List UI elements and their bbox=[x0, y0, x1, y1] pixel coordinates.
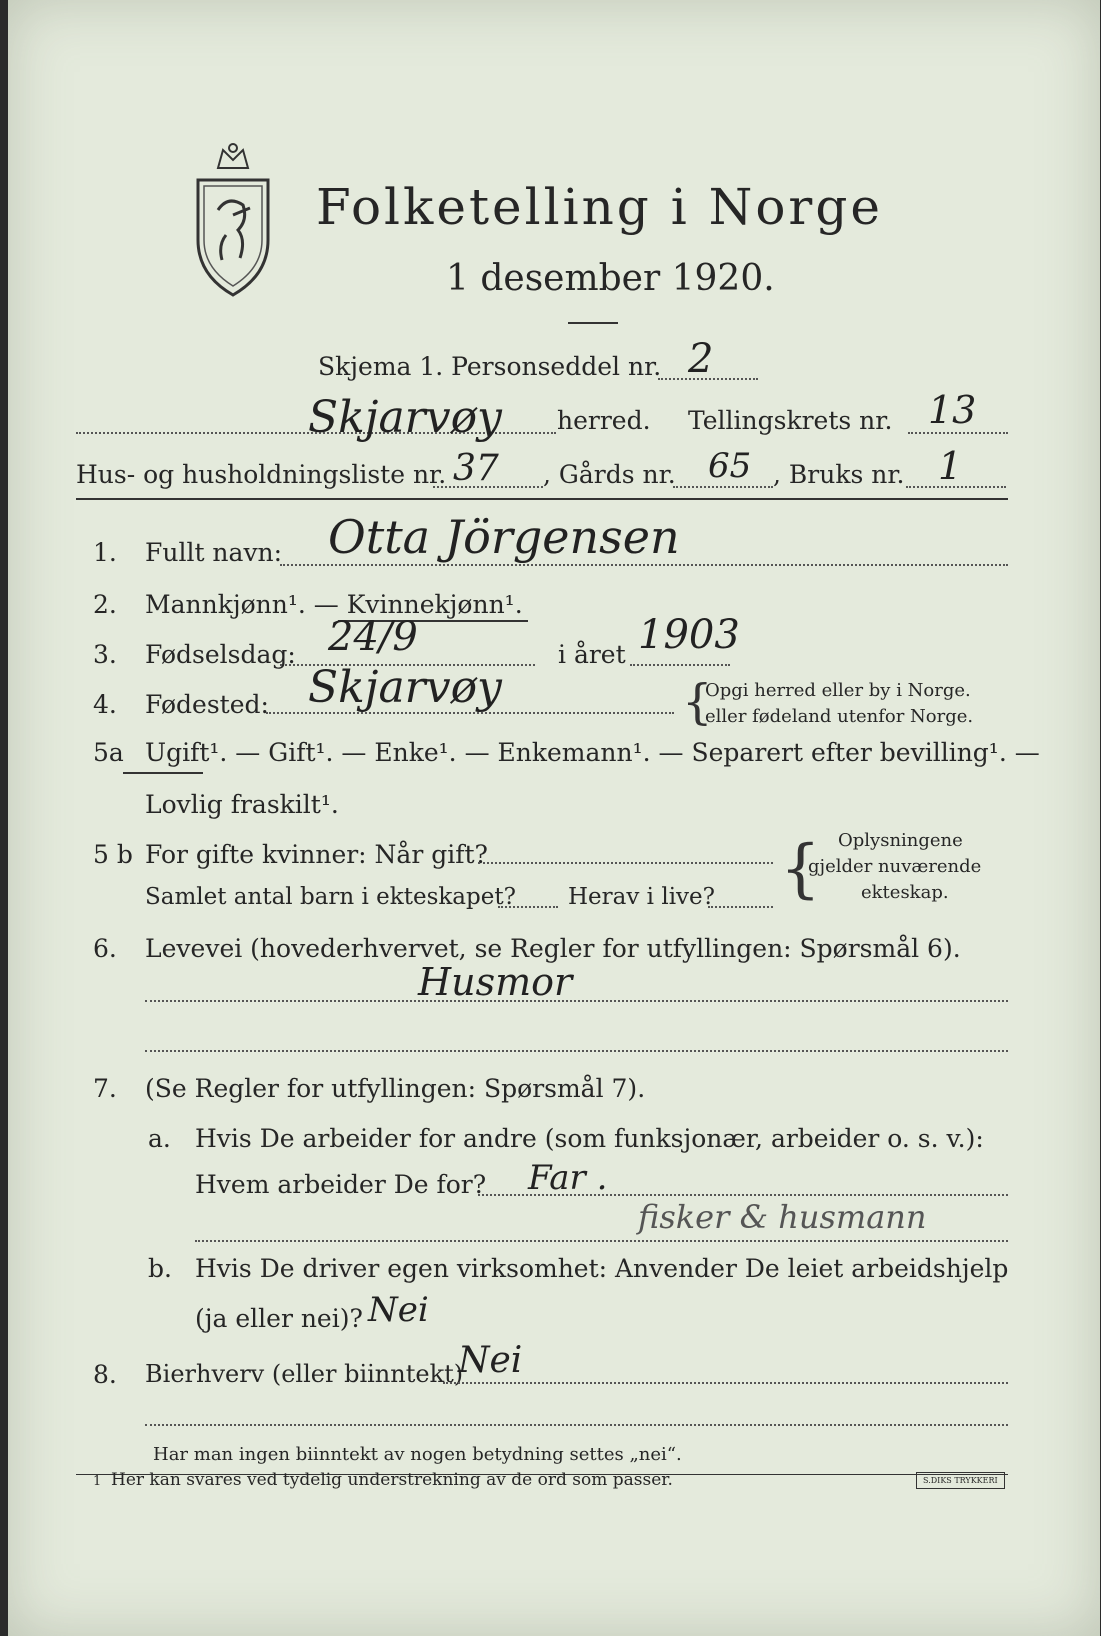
q3-year-value: 1903 bbox=[638, 612, 740, 658]
q1-value: Otta Jörgensen bbox=[328, 510, 680, 564]
q8-line2 bbox=[145, 1424, 1008, 1426]
q4-value: Skjarvøy bbox=[308, 662, 502, 713]
q5b-alive-line bbox=[708, 906, 773, 908]
q5b-label: For gifte kvinner: Når gift? bbox=[145, 840, 488, 869]
hus-nr-value: 37 bbox=[453, 448, 499, 489]
q4-note-brace: { bbox=[682, 674, 713, 730]
q1-number: 1. bbox=[93, 538, 117, 567]
q1-label: Fullt navn: bbox=[145, 538, 283, 567]
q6-line1 bbox=[145, 1000, 1008, 1002]
footnote-text: Her kan svares ved tydelig understrekning av de ord som passer. bbox=[111, 1470, 673, 1490]
header-divider bbox=[76, 498, 1008, 500]
gards-label: , Gårds nr. bbox=[543, 460, 676, 489]
coat-of-arms-icon bbox=[188, 140, 278, 300]
form-date: 1 desember 1920. bbox=[446, 258, 775, 299]
q3-year-label: i året bbox=[558, 640, 626, 669]
q5a-label: Ugift¹. — Gift¹. — Enke¹. — Enkemann¹. — Separert efter bevilling¹. — bbox=[145, 738, 1040, 767]
q5b-note-line1: Oplysningene bbox=[838, 830, 963, 851]
q3-number: 3. bbox=[93, 640, 117, 669]
bruks-nr-value: 1 bbox=[938, 444, 963, 488]
q4-label: Fødested: bbox=[145, 690, 269, 719]
gards-nr-value: 65 bbox=[708, 446, 752, 486]
q7b-label2: (ja eller nei)? bbox=[195, 1304, 363, 1333]
q5b-note-brace: { bbox=[780, 832, 821, 906]
q5b-number: 5 b bbox=[93, 840, 133, 869]
q5b-label2: Samlet antal barn i ekteskapet? bbox=[145, 884, 516, 910]
bruks-label: , Bruks nr. bbox=[773, 460, 905, 489]
q6-number: 6. bbox=[93, 934, 117, 963]
q5a-number: 5a bbox=[93, 738, 124, 767]
q7a-label2: Hvem arbeider De for? bbox=[195, 1170, 487, 1199]
q7a-line2 bbox=[195, 1240, 1008, 1242]
tellingskrets-line bbox=[908, 432, 1008, 434]
q7a-label: Hvis De arbeider for andre (som funksjonær, arbeider o. s. v.): bbox=[195, 1124, 984, 1153]
q1-line bbox=[280, 564, 1008, 566]
q7b-label: Hvis De driver egen virksomhet: Anvender De leiet arbeidshjelp bbox=[195, 1254, 1009, 1283]
q6-label: Levevei (hovederhvervet, se Regler for utfyllingen: Spørsmål 6). bbox=[145, 934, 961, 963]
title-divider bbox=[568, 322, 618, 324]
gards-line bbox=[673, 486, 773, 488]
q5a-underline bbox=[123, 772, 203, 774]
q3-label: Fødselsdag: bbox=[145, 640, 296, 669]
q6-value: Husmor bbox=[418, 960, 573, 1004]
q2-number: 2. bbox=[93, 590, 117, 619]
q8-label: Bierhverv (eller biinntekt) bbox=[145, 1360, 464, 1388]
q8-line1 bbox=[443, 1382, 1008, 1384]
q5a-label2: Lovlig fraskilt¹. bbox=[145, 790, 339, 819]
tellingskrets-label: Tellingskrets nr. bbox=[688, 406, 893, 435]
q7a-value: Far . bbox=[528, 1158, 608, 1198]
q2-label: Mannkjønn¹. — Kvinnekjønn¹. bbox=[145, 590, 523, 619]
q8-number: 8. bbox=[93, 1360, 117, 1389]
q7-number: 7. bbox=[93, 1074, 117, 1103]
q4-number: 4. bbox=[93, 690, 117, 719]
q8-value: Nei bbox=[458, 1340, 523, 1381]
q4-note-line1: Opgi herred eller by i Norge. bbox=[705, 680, 971, 701]
printer-stamp: S.DIKS TRYKKERI bbox=[916, 1472, 1005, 1489]
footnote-mark: 1 bbox=[93, 1474, 102, 1489]
q5b-label3: Herav i live? bbox=[568, 884, 715, 910]
footer-note: Har man ingen biinntekt av nogen betydning settes „nei“. bbox=[153, 1444, 682, 1465]
q7a-letter: a. bbox=[148, 1124, 171, 1153]
q5b-married-line bbox=[478, 862, 773, 864]
personseddel-nr-value: 2 bbox=[688, 336, 714, 382]
q4-note-line2: eller fødeland utenfor Norge. bbox=[705, 706, 974, 727]
q5b-children-line bbox=[498, 906, 558, 908]
q3-year-line bbox=[630, 664, 730, 666]
q7b-letter: b. bbox=[148, 1254, 172, 1283]
q7b-value: Nei bbox=[368, 1290, 429, 1330]
q7-label: (Se Regler for utfyllingen: Spørsmål 7). bbox=[145, 1074, 646, 1103]
herred-value: Skjarvøy bbox=[308, 392, 502, 443]
tellingskrets-nr-value: 13 bbox=[928, 388, 977, 432]
q3-day-value: 24/9 bbox=[328, 614, 418, 660]
q5b-note-line2: gjelder nuværende bbox=[808, 856, 982, 877]
hus-label: Hus- og husholdningsliste nr. bbox=[76, 460, 447, 489]
form-title: Folketelling i Norge bbox=[316, 178, 883, 236]
schema-label: Skjema 1. Personseddel nr. bbox=[318, 352, 662, 381]
q5b-note-line3: ekteskap. bbox=[861, 882, 949, 903]
q7a-value2: fisker & husmann bbox=[638, 1198, 927, 1236]
q6-line2 bbox=[145, 1050, 1008, 1052]
herred-label: herred. bbox=[557, 406, 651, 435]
census-form-sheet bbox=[8, 0, 1100, 1636]
